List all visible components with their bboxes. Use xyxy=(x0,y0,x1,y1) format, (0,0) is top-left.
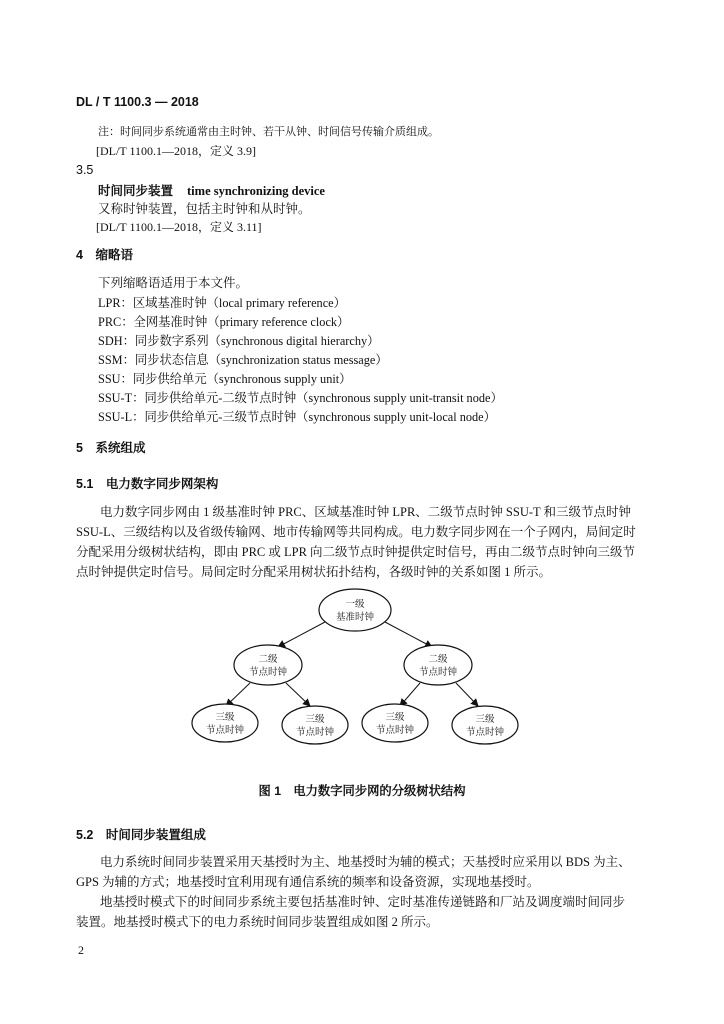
node-level1-label-2: 基准时钟 xyxy=(335,612,375,623)
abbr-ssu-t: SSU-T：同步供给单元-二级节点时钟（synchronous supply unit-transit node） xyxy=(98,391,503,405)
section-4-heading: 4 缩略语 xyxy=(76,248,133,262)
reference-3-4: [DL/T 1100.1—2018，定义 3.9] xyxy=(96,144,256,158)
node-level3-a-label-1: 三级 xyxy=(215,712,235,723)
section-4-intro: 下列缩略语适用于本文件。 xyxy=(98,276,249,290)
node-level2-a xyxy=(234,645,302,685)
para-5-2-2-line-1: 地基授时模式下的时间同步系统主要包括基准时钟、定时基准传递链路和厂站及调度端时间同步 xyxy=(100,895,626,909)
para-5-2-1-line-1: 电力系统时间同步装置采用天基授时为主、地基授时为辅的模式；天基授时应采用以 BDS 为主、 xyxy=(100,855,631,869)
edge-l2b-l3d xyxy=(456,683,478,706)
section-5-1-heading: 5.1 电力数字同步网架构 xyxy=(76,477,219,491)
para-5-1-line-4: 点时钟提供定时信号。局间定时分配采用树状拓扑结构，各级时钟的关系如图 1 所示。 xyxy=(76,565,552,579)
node-level3-d-label-2: 节点时钟 xyxy=(465,727,505,738)
node-level3-b xyxy=(282,706,348,744)
node-level2-b-label-2: 节点时钟 xyxy=(418,667,458,678)
para-5-2-1-line-2: GPS 为辅的方式；地基授时宜利用现有通信系统的频率和设备资源，实现地基授时。 xyxy=(76,875,540,889)
node-level3-c-label-2: 节点时钟 xyxy=(375,725,415,736)
para-5-1-line-1: 电力数字同步网由 1 级基准时钟 PRC、区域基准时钟 LPR、二级节点时钟 SSU-T 和三级节点时钟 xyxy=(100,505,632,519)
node-level3-a-label-2: 节点时钟 xyxy=(205,725,245,736)
edge-root-left xyxy=(278,622,325,647)
definition-3-5: 又称时钟装置，包括主时钟和从时钟。 xyxy=(98,202,311,216)
section-5-2-heading: 5.2 时间同步装置组成 xyxy=(76,828,206,842)
abbr-sdh: SDH：同步数字系列（synchronous digital hierarchy） xyxy=(98,334,380,348)
term-chinese: 时间同步装置 xyxy=(98,184,174,198)
node-level3-b-label-1: 三级 xyxy=(305,714,325,725)
edge-root-right xyxy=(385,622,432,647)
node-level2-a-label-2: 节点时钟 xyxy=(248,667,288,678)
document-header: DL / T 1100.3 — 2018 xyxy=(76,95,199,109)
clause-number-3-5: 3.5 xyxy=(76,163,94,177)
node-level1 xyxy=(319,589,391,631)
node-level2-b-label-1: 二级 xyxy=(428,654,448,665)
node-level3-c-label-1: 三级 xyxy=(385,712,405,723)
term-3-5 xyxy=(98,181,325,199)
node-level2-a-label-1: 二级 xyxy=(258,654,278,665)
edge-l2a-l3a xyxy=(226,683,250,706)
term-english: time synchronizing device xyxy=(187,184,325,198)
page-number: 2 xyxy=(78,943,84,957)
node-level3-c xyxy=(362,704,428,742)
abbr-prc: PRC：全网基准时钟（primary reference clock） xyxy=(98,315,350,329)
reference-3-5: [DL/T 1100.1—2018，定义 3.11] xyxy=(96,220,262,234)
node-level1-label-1: 一级 xyxy=(345,599,365,610)
para-5-2-2-line-2: 装置。地基授时模式下的电力系统时间同步装置组成如图 2 所示。 xyxy=(76,915,439,929)
abbr-lpr: LPR：区域基准时钟（local primary reference） xyxy=(98,296,346,310)
abbr-ssu-l: SSU-L：同步供给单元-三级节点时钟（synchronous supply unit-local node） xyxy=(98,410,496,424)
abbr-ssu: SSU：同步供给单元（synchronous supply unit） xyxy=(98,372,352,386)
para-5-1-line-2: SSU-L、三级结构以及省级传输网、地市传输网等共同构成。电力数字同步网在一个子网内，局间定时 xyxy=(76,525,636,539)
note-text: 注：时间同步系统通常由主时钟、若干从钟、时间信号传输介质组成。 xyxy=(98,126,439,138)
edge-l2b-l3c xyxy=(400,683,420,706)
section-5-heading: 5 系统组成 xyxy=(76,441,146,455)
node-level3-b-label-2: 节点时钟 xyxy=(295,727,335,738)
abbr-ssm: SSM：同步状态信息（synchronization status message） xyxy=(98,353,388,367)
node-level3-d-label-1: 三级 xyxy=(475,714,495,725)
figure-1-caption: 图 1 电力数字同步网的分级树状结构 xyxy=(258,784,466,798)
para-5-1-line-3: 分配采用分级树状结构，即由 PRC 或 LPR 向二级节点时钟提供定时信号，再由二级节点时钟向三级节 xyxy=(76,545,636,559)
tree-diagram xyxy=(0,585,724,760)
node-level3-a xyxy=(192,704,258,742)
node-level3-d xyxy=(452,706,518,744)
node-level2-b xyxy=(404,645,472,685)
edge-l2a-l3b xyxy=(286,683,310,706)
